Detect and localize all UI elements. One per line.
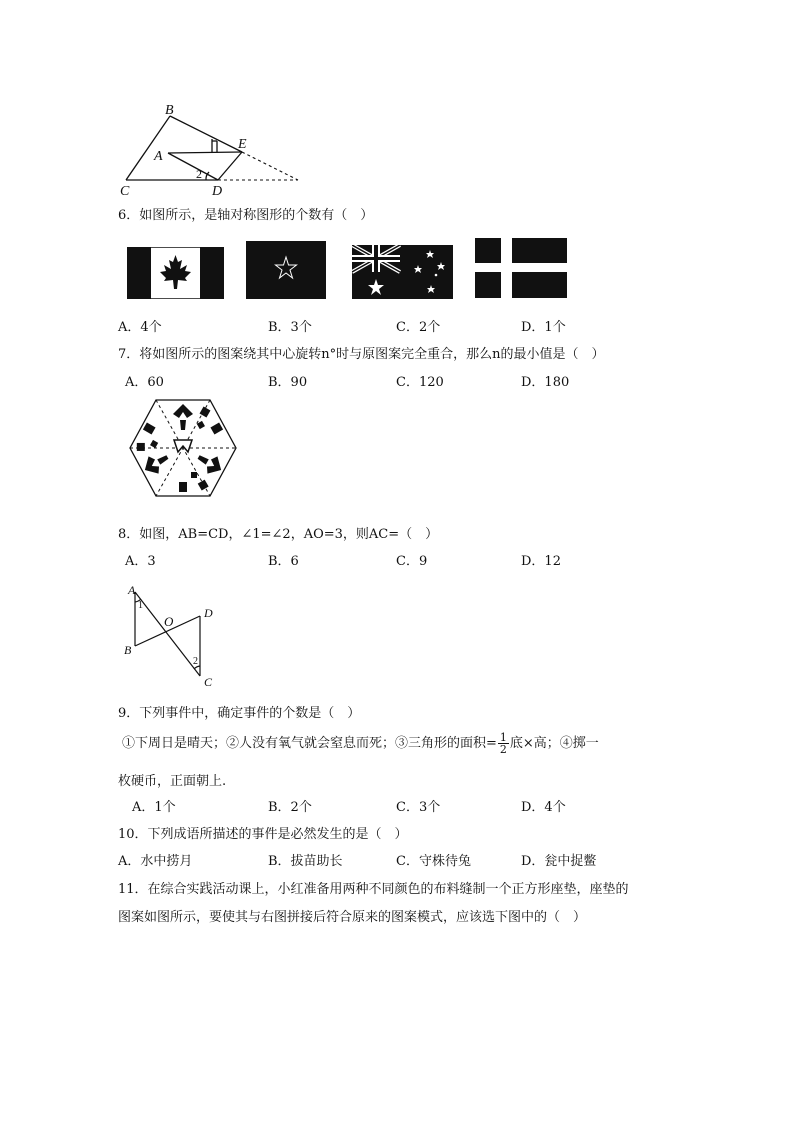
q9-option-c[interactable]: C．3个: [396, 800, 441, 815]
q6-option-a[interactable]: A．4个: [118, 320, 162, 335]
label-C: C: [120, 184, 130, 199]
q7-option-d[interactable]: D．180: [521, 375, 570, 390]
q8-geometry-figure: [120, 580, 220, 690]
label-B: B: [165, 103, 174, 118]
fraction-denominator: 2: [499, 743, 507, 756]
q7-option-c[interactable]: C．120: [396, 375, 444, 390]
q6-option-d[interactable]: D．1个: [521, 320, 566, 335]
angle-2-label: 2: [196, 167, 202, 181]
label-C: C: [204, 675, 213, 689]
triangle-figure-q5: [118, 100, 308, 200]
q9-statement-line1: [122, 732, 599, 755]
angle-2-label: 2: [193, 656, 198, 667]
q7-option-b[interactable]: B．90: [268, 375, 308, 390]
label-A: A: [154, 149, 163, 164]
label-D: D: [204, 606, 213, 620]
label-D: D: [212, 184, 223, 199]
q10-option-b[interactable]: B．拔苗助长: [268, 854, 343, 869]
hexagon-pattern-image: [128, 396, 238, 500]
fraction-one-half: [498, 732, 509, 755]
q8-option-a[interactable]: A．3: [125, 554, 156, 569]
q9-line1-part2: 底×高；④掷一: [509, 736, 599, 751]
q10-option-d[interactable]: D．瓮中捉鳖: [521, 854, 597, 869]
q9-option-d[interactable]: D．4个: [521, 800, 566, 815]
q8-option-c[interactable]: C．9: [396, 554, 428, 569]
q6-stem: 6．如图所示，是轴对称图形的个数有（ ）: [118, 208, 374, 223]
q7-stem: 7．将如图所示的图案绕其中心旋转n°时与原图案完全重合，那么n的最小值是（ ）: [118, 347, 605, 362]
label-E: E: [238, 137, 247, 152]
q8-option-b[interactable]: B．6: [268, 554, 299, 569]
australia-flag-image: [352, 245, 453, 299]
q11-stem-line1: 11．在综合实践活动课上，小红准备用两种不同颜色的布料缝制一个正方形座垫，座垫的: [118, 882, 629, 897]
q6-option-c[interactable]: C．2个: [396, 320, 441, 335]
cross-flag-image: [475, 238, 567, 298]
q7-option-a[interactable]: A．60: [125, 375, 164, 390]
q9-stem: 9．下列事件中，确定事件的个数是（ ）: [118, 706, 361, 721]
angle-1-label: 1: [138, 600, 143, 611]
q10-option-a[interactable]: A．水中捞月: [118, 854, 193, 869]
q9-option-b[interactable]: B．2个: [268, 800, 312, 815]
label-B: B: [124, 643, 132, 657]
label-A: A: [128, 583, 136, 597]
q9-option-a[interactable]: A．1个: [132, 800, 176, 815]
star-flag-image: [246, 241, 326, 299]
q6-option-b[interactable]: B．3个: [268, 320, 312, 335]
label-O: O: [164, 614, 174, 629]
q9-line1-part1: ①下周日是晴天；②人没有氧气就会窒息而死；③三角形的面积=: [122, 736, 497, 751]
q9-statement-line2: 枚硬币，正面朝上.: [118, 774, 227, 789]
fraction-numerator: 1: [499, 731, 507, 744]
q10-option-c[interactable]: C．守株待兔: [396, 854, 471, 869]
canada-flag-image: [127, 247, 224, 299]
q8-option-d[interactable]: D．12: [521, 554, 561, 569]
q11-stem-line2: 图案如图所示，要使其与右图拼接后符合原来的图案模式，应该选下图中的（ ）: [118, 910, 587, 925]
q10-stem: 10．下列成语所描述的事件是必然发生的是（ ）: [118, 827, 408, 842]
q8-stem: 8．如图，AB=CD，∠1=∠2，AO=3，则AC=（ ）: [118, 527, 439, 542]
